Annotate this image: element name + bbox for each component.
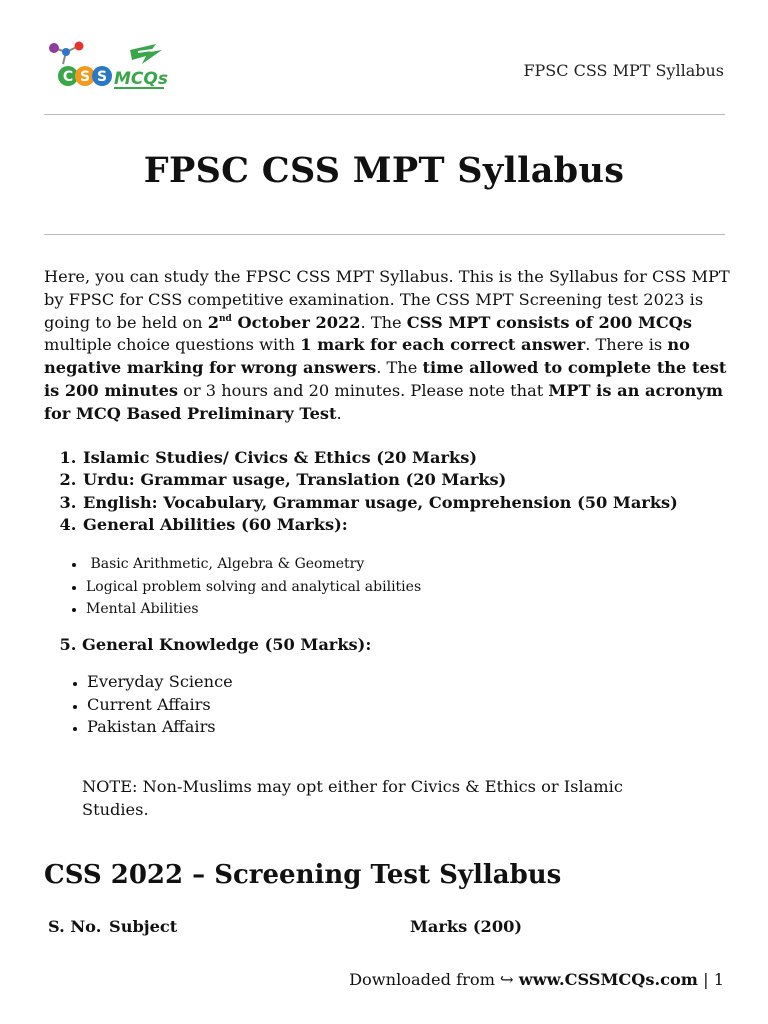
svg-text:C: C bbox=[62, 69, 74, 85]
page-footer: Downloaded from ↪ www.CSSMCQs.com | 1 bbox=[349, 970, 724, 989]
list-item: 5. General Knowledge (50 Marks): bbox=[82, 634, 371, 656]
list-item: 1. Islamic Studies/ Civics & Ethics (20 Marks) bbox=[82, 447, 762, 469]
intro-text: Here, you can study the FPSC CSS MPT Syllabus. This is the Syllabus for CSS MPT by FPSC for CSS competitive examination. The CSS MPT Screening test 2023 is going to be held on bbox=[44, 267, 730, 332]
intro-paragraph: Here, you can study the FPSC CSS MPT Syllabus. This is the Syllabus for CSS MPT by FPSC for CSS competitive examination. The CSS MPT Screening test 2023 is going to be held on 2nd October 2022. The CSS MPT consists of 200 MCQs multiple choice questions with 1 mark for each correct answer. There is no negative marking for wrong answers. The time allowed to complete the test is 200 minutes or 3 hours and 20 minutes. Please note that MPT is an acronym for MCQ Based Preliminary Test. bbox=[44, 267, 730, 423]
general-abilities-list bbox=[46, 553, 421, 621]
marking-scheme: 1 mark for each correct answer bbox=[300, 335, 586, 355]
list-item: • Mental Abilities bbox=[86, 598, 421, 621]
svg-text:MCQs: MCQs bbox=[114, 69, 168, 89]
list-item: 3. English: Vocabulary, Grammar usage, Comprehension (50 Marks) bbox=[82, 492, 762, 514]
page-title: FPSC CSS MPT Syllabus bbox=[143, 150, 625, 191]
cssmcqs-logo bbox=[46, 38, 170, 94]
list-item: • Everyday Science bbox=[87, 671, 233, 694]
list-item: 2. Urdu: Grammar usage, Translation (20 Marks) bbox=[82, 469, 762, 491]
list-item: • Current Affairs bbox=[87, 694, 233, 717]
page-number: 1 bbox=[713, 970, 724, 989]
mpt-acronym: MPT is an acronym for MCQ Based Preliminary Test bbox=[44, 380, 723, 423]
header-divider bbox=[44, 114, 725, 115]
section-heading: CSS 2022 – Screening Test Syllabus bbox=[44, 860, 562, 890]
footer-prefix: Downloaded from ↪ bbox=[349, 970, 519, 989]
note-text: NOTE: Non-Muslims may opt either for Civics & Ethics or Islamic Studies. bbox=[82, 777, 623, 819]
svg-text:S: S bbox=[79, 69, 91, 85]
exam-date: 2nd October 2022 bbox=[207, 312, 361, 332]
list-item: • Basic Arithmetic, Algebra & Geometry bbox=[86, 553, 421, 576]
table-header-sno: S. No. bbox=[48, 917, 102, 936]
list-item: • Pakistan Affairs bbox=[87, 716, 233, 739]
css-letters bbox=[58, 66, 112, 86]
general-knowledge-list bbox=[46, 671, 233, 739]
time-allowed: time allowed to complete the test is 200 minutes bbox=[44, 358, 727, 400]
mcq-count: CSS MPT consists of 200 MCQs bbox=[406, 312, 692, 332]
general-knowledge-heading-list bbox=[44, 634, 371, 656]
table-header-marks: Marks (200) bbox=[410, 917, 523, 936]
running-header-title: FPSC CSS MPT Syllabus bbox=[523, 61, 724, 80]
footer-site-link[interactable]: www.CSSMCQs.com bbox=[518, 970, 698, 989]
molecule-icon bbox=[49, 42, 84, 65]
mcqs-mark bbox=[114, 44, 168, 89]
title-divider bbox=[44, 234, 725, 235]
table-header-subject: Subject bbox=[109, 917, 178, 936]
negative-marking: no negative marking for wrong answers bbox=[44, 335, 690, 378]
list-item: • Logical problem solving and analytical abilities bbox=[86, 576, 421, 599]
svg-text:S: S bbox=[96, 69, 108, 85]
subjects-list bbox=[44, 447, 762, 537]
list-item: 4. General Abilities (60 Marks): bbox=[82, 514, 762, 536]
